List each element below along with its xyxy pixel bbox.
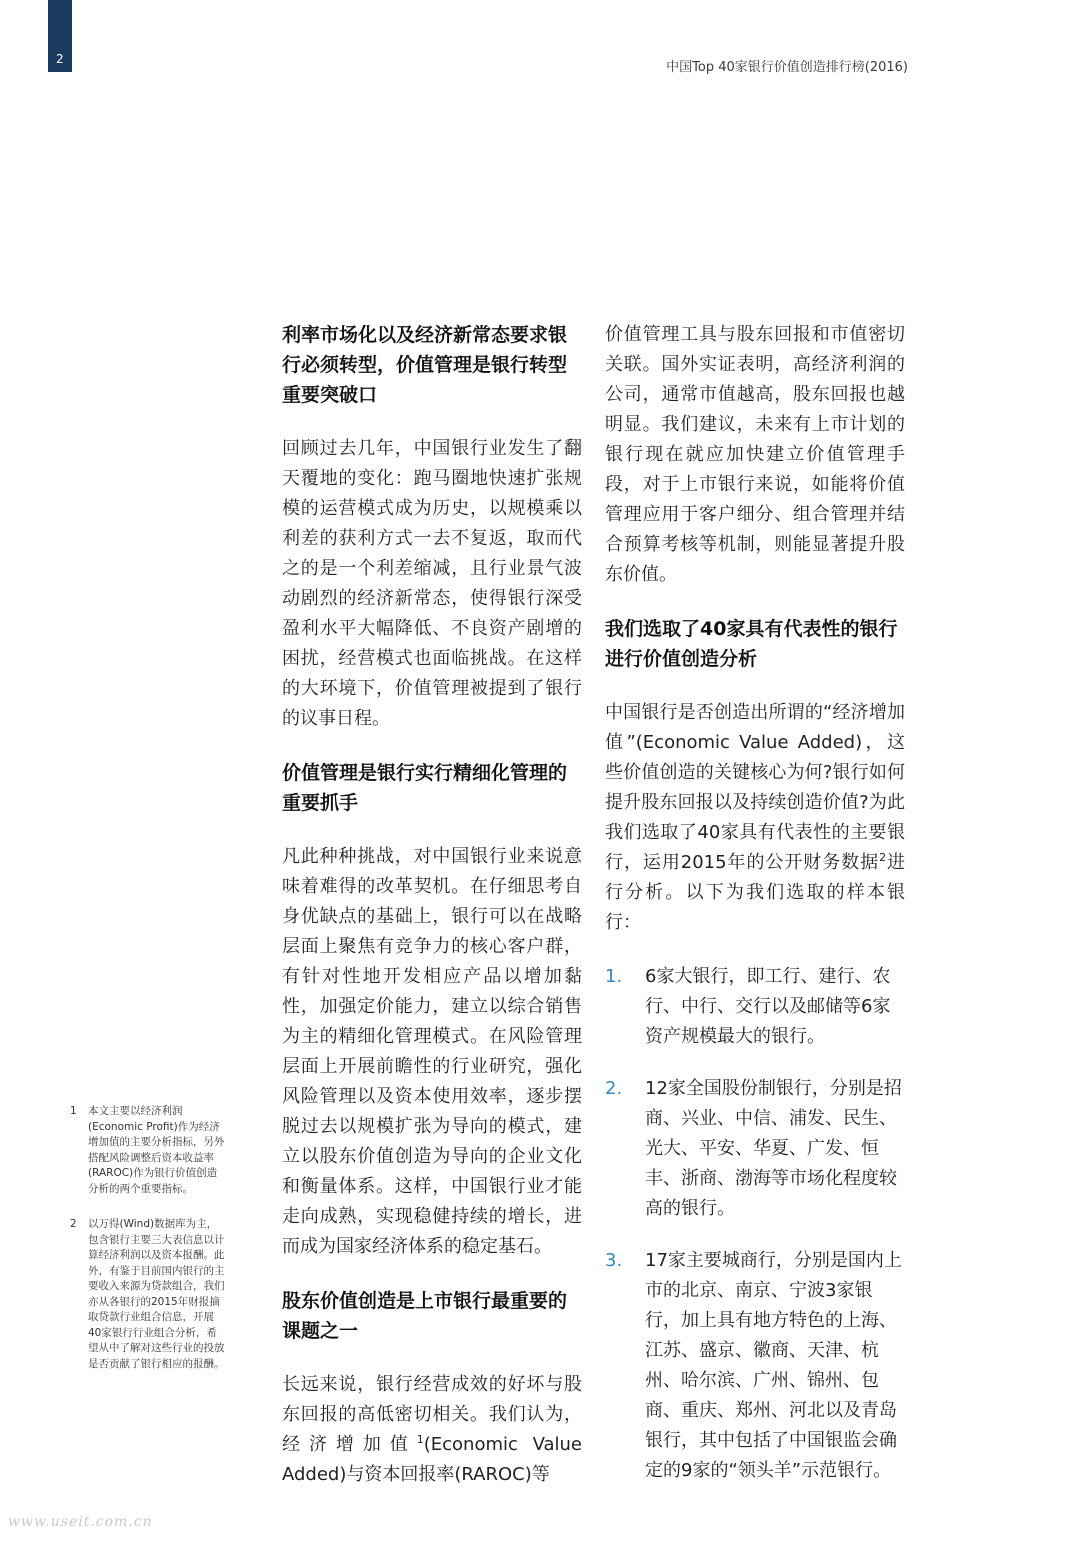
footnote-number: 1 xyxy=(70,1105,77,1117)
list-text: 17家主要城商行，分别是国内上市的北京、南京、宁波3家银行，加上具有地方特色的上海、江苏、盛京、徽商、天津、杭州、哈尔滨、广州、锦州、包商、重庆、郑州、河北以及青岛银行，其中包括了中国银监会确定的9家的“领头羊”示范银行。 xyxy=(645,1250,902,1481)
footnote-ref-1[interactable]: 1 xyxy=(416,1433,424,1446)
page-number: 2 xyxy=(56,52,64,66)
paragraph-4: 价值管理工具与股东回报和市值密切关联。国外实证表明，高经济利润的公司，通常市值越高，股东回报也越明显。我们建议，未来有上市计划的银行现在就应加快建立价值管理手段，对于上市银行来说，如能将价值管理应用于客户细分、组合管理并结合预算考核等机制，则能显著提升股东价值。 xyxy=(605,324,905,585)
footnote-1 xyxy=(70,1104,226,1197)
paragraph-5 xyxy=(605,698,905,938)
paragraph-3 xyxy=(282,1370,582,1490)
running-header: 中国Top 40家银行价值创造排行榜(2016) xyxy=(666,60,908,75)
footnote-text: 以万得(Wind)数据库为主，包含银行主要三大表信息以计算经济利润以及资本报酬。此外，有鉴于目前国内银行的主要收入来源为贷款组合，我们亦从各银行的2015年财报摘取贷款行业组合信息，开展40家银行行业组合分析，希望从中了解对这些行业的投放是否贡献了银行相应的报酬。 xyxy=(88,1218,225,1370)
footnote-text: 本文主要以经济利润(Economic Profit)作为经济增加值的主要分析指标，另外搭配风险调整后资本收益率(RAROC)作为银行价值创造分析的两个重要指标。 xyxy=(88,1105,225,1195)
section-heading-4: 我们选取了40家具有代表性的银行进行价值创造分析 xyxy=(605,618,898,670)
paragraph-5-part-b: 进行分析。以下为我们选取的样本银行： xyxy=(605,852,906,933)
right-column xyxy=(605,320,905,1508)
list-text: 12家全国股份制银行，分别是招商、兴业、中信、浦发、民生、光大、平安、华夏、广发、恒丰、浙商、渤海等市场化程度较高的银行。 xyxy=(645,1078,902,1219)
paragraph-5-part-a: 中国银行是否创造出所谓的“经济增加值”(Economic Value Added)，这些价值创造的关键核心为何?银行如何提升股东回报以及持续创造价值?为此我们选取了40家具有代表性的主要银行，运用2015年的公开财务数据 xyxy=(605,702,905,873)
paragraph-3-part-a: 长远来说，银行经营成效的好坏与股东回报的高低密切相关。我们认为，经济增加值 xyxy=(282,1374,582,1455)
footnotes xyxy=(70,1104,226,1392)
watermark: www.useit.com.cn xyxy=(8,1514,153,1530)
list-number: 1. xyxy=(605,966,623,987)
section-heading-2: 价值管理是银行实行精细化管理的重要抓手 xyxy=(282,762,568,814)
list-item xyxy=(605,1074,905,1224)
paragraph-3-part-b: (Economic Value Added)与资本回报率(RAROC)等 xyxy=(282,1434,583,1485)
section-heading-3: 股东价值创造是上市银行最重要的课题之一 xyxy=(282,1290,568,1342)
list-item xyxy=(605,962,905,1052)
footnote-number: 2 xyxy=(70,1218,77,1230)
sample-bank-list xyxy=(605,962,905,1486)
list-number: 3. xyxy=(605,1250,623,1271)
paragraph-2: 凡此种种挑战，对中国银行业来说意味着难得的改革契机。在仔细思考自身优缺点的基础上，银行可以在战略层面上聚焦有竞争力的核心客户群，有针对性地开发相应产品以增加黏性，加强定价能力，建立以综合销售为主的精细化管理模式。在风险管理层面上开展前瞻性的行业研究，强化风险管理以及资本使用效率，逐步摆脱过去以规模扩张为导向的模式，建立以股东价值创造为导向的企业文化和衡量体系。这样，中国银行业才能走向成熟，实现稳健持续的增长，进而成为国家经济体系的稳定基石。 xyxy=(282,846,582,1257)
left-column xyxy=(282,320,582,1514)
list-item xyxy=(605,1246,905,1486)
footnote-ref-2[interactable]: 2 xyxy=(879,851,887,864)
paragraph-1: 回顾过去几年，中国银行业发生了翻天覆地的变化：跑马圈地快速扩张规模的运营模式成为历史，以规模乘以利差的获利方式一去不复返，取而代之的是一个利差缩减，且行业景气波动剧烈的经济新常态，使得银行深受盈利水平大幅降低、不良资产剧增的困扰，经营模式也面临挑战。在这样的大环境下，价值管理被提到了银行的议事日程。 xyxy=(282,438,582,729)
page-number-tab xyxy=(48,0,72,72)
list-number: 2. xyxy=(605,1078,623,1099)
section-heading-1: 利率市场化以及经济新常态要求银行必须转型，价值管理是银行转型重要突破口 xyxy=(282,324,568,406)
list-text: 6家大银行，即工行、建行、农行、中行、交行以及邮储等6家资产规模最大的银行。 xyxy=(645,966,891,1047)
footnote-2 xyxy=(70,1217,226,1372)
